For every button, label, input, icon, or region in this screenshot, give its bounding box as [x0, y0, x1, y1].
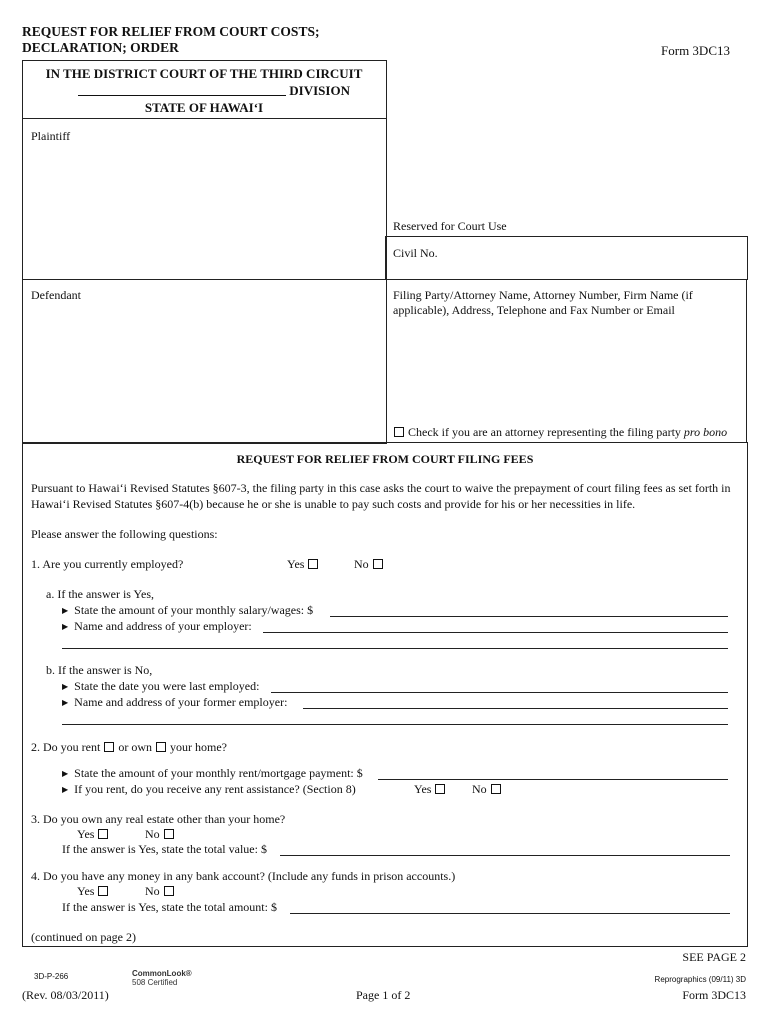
division-label: DIVISION [289, 83, 350, 98]
q1b-former-employer-label: Name and address of your former employer: [74, 695, 288, 709]
civil-no-label: Civil No. [393, 246, 438, 260]
q2-no [472, 782, 502, 797]
court-header [22, 65, 386, 116]
q4-no-label: No [145, 884, 160, 898]
header-divider [22, 118, 386, 119]
form-code: 3D-P-266 [34, 972, 69, 981]
q4-amount-input[interactable] [290, 900, 730, 914]
bullet-icon: ▶ [62, 769, 69, 778]
division-blank[interactable] [78, 84, 286, 96]
q1-yes-checkbox[interactable] [308, 559, 318, 569]
q2-assistance-item [62, 782, 356, 797]
q2-yes-checkbox[interactable] [435, 784, 445, 794]
q1b-former-employer-item [62, 695, 287, 710]
q1b-former-employer-input[interactable] [303, 695, 728, 709]
q1-yes [287, 557, 319, 572]
question-1: 1. Are you currently employed? [31, 557, 184, 571]
plaintiff-label: Plaintiff [31, 129, 71, 143]
q1-no-checkbox[interactable] [373, 559, 383, 569]
logo-line-1: CommonLook® [132, 969, 192, 978]
q1a-salary-item [62, 603, 313, 618]
question-3: 3. Do you own any real estate other than your home? [31, 812, 286, 826]
q4-amount-label: If the answer is Yes, state the total amount: $ [62, 900, 277, 914]
q2-no-checkbox[interactable] [491, 784, 501, 794]
q2-text-2: or own [118, 740, 152, 754]
reserved-label: Reserved for Court Use [393, 219, 507, 233]
continued-note: (continued on page 2) [31, 930, 136, 944]
q4-no [145, 884, 175, 899]
q1a-employer-item [62, 619, 252, 634]
question-2 [31, 740, 227, 755]
q1a-employer-input-2[interactable] [62, 635, 728, 649]
q2-assistance-label: If you rent, do you receive any rent assistance? (Section 8) [74, 782, 356, 796]
bullet-icon: ▶ [62, 622, 69, 631]
q3-yes [77, 827, 109, 842]
q2-text-1: 2. Do you rent [31, 740, 101, 754]
bullet-icon: ▶ [62, 606, 69, 615]
q3-no [145, 827, 175, 842]
filing-party-label: Filing Party/Attorney Name, Attorney Number, Firm Name (if applicable), Address, Telephone and Fax Number or Email [393, 288, 693, 317]
party-divider [22, 279, 386, 280]
state-name: STATE OF HAWAI‘I [144, 100, 264, 115]
instructions-text: Please answer the following questions: [31, 527, 218, 541]
reprographics-note: Reprographics (09/11) 3D [654, 975, 746, 984]
q2-yes [414, 782, 446, 797]
q3-yes-label: Yes [77, 827, 95, 841]
q4-yes [77, 884, 109, 899]
bullet-icon: ▶ [62, 698, 69, 707]
pro-bono-checkbox[interactable] [394, 427, 404, 437]
q1a-employer-input[interactable] [263, 619, 728, 633]
q2-payment-input[interactable] [378, 766, 728, 780]
q2-no-label: No [472, 782, 487, 796]
q1-no [354, 557, 384, 572]
civil-no-box[interactable] [385, 236, 748, 280]
defendant-label: Defendant [31, 288, 81, 302]
q4-yes-label: Yes [77, 884, 95, 898]
division-line [22, 82, 386, 99]
defendant-field[interactable] [23, 305, 385, 440]
footer-form-number: Form 3DC13 [682, 988, 746, 1002]
q1b-date-item [62, 679, 259, 694]
revision-date: (Rev. 08/03/2011) [22, 988, 109, 1002]
q2-own-checkbox[interactable] [156, 742, 166, 752]
q3-yes-checkbox[interactable] [98, 829, 108, 839]
q1a-employer-label: Name and address of your employer: [74, 619, 252, 633]
q3-value-input[interactable] [280, 842, 730, 856]
pro-bono-italic: pro bono [683, 425, 728, 439]
q1a-salary-input[interactable] [330, 603, 728, 617]
form-title [22, 24, 319, 56]
q1b-date-label: State the date you were last employed: [74, 679, 260, 693]
q2-payment-label: State the amount of your monthly rent/mortgage payment: $ [74, 766, 363, 780]
plaintiff-field[interactable] [23, 146, 385, 278]
q4-no-checkbox[interactable] [164, 886, 174, 896]
bullet-icon: ▶ [62, 682, 69, 691]
q1-no-label: No [354, 557, 369, 571]
form-number: Form 3DC13 [661, 43, 730, 58]
q3-no-label: No [145, 827, 160, 841]
q1-yes-label: Yes [287, 557, 305, 571]
logo-line-2: 508 Certified [132, 978, 178, 987]
q2-yes-label: Yes [414, 782, 432, 796]
q2-rent-checkbox[interactable] [104, 742, 114, 752]
q2-payment-item [62, 766, 363, 781]
q1a-salary-label: State the amount of your monthly salary/wages: $ [74, 603, 314, 617]
q1b-label: b. If the answer is No, [46, 663, 153, 677]
section-title: REQUEST FOR RELIEF FROM COURT FILING FEES [236, 452, 534, 466]
commonlook-logo [132, 969, 192, 987]
pro-bono-text: Check if you are an attorney representing the filing party [408, 425, 681, 439]
question-4: 4. Do you have any money in any bank account? (Include any funds in prison accounts.) [31, 869, 456, 883]
bullet-icon: ▶ [62, 785, 69, 794]
page-number: Page 1 of 2 [356, 988, 411, 1002]
q1b-date-input[interactable] [271, 679, 728, 693]
pro-bono-line [393, 425, 727, 440]
intro-paragraph: Pursuant to Hawai‘i Revised Statutes §607-3, the filing party in this case asks the court to waive the prepayment of court filing fees as set forth in Hawai‘i Revised Statutes §607-4(b) because he or she is unable to pay such costs and provide for his or her necessities in life. [31, 481, 731, 511]
see-page-note: SEE PAGE 2 [682, 950, 746, 964]
q2-text-3: your home? [170, 740, 227, 754]
q4-yes-checkbox[interactable] [98, 886, 108, 896]
q1b-former-employer-input-2[interactable] [62, 711, 728, 725]
q3-no-checkbox[interactable] [164, 829, 174, 839]
court-name: IN THE DISTRICT COURT OF THE THIRD CIRCUIT [45, 66, 363, 81]
form-title-line1: REQUEST FOR RELIEF FROM COURT COSTS; [22, 24, 320, 39]
q1a-label: a. If the answer is Yes, [46, 587, 154, 601]
q3-value-label: If the answer is Yes, state the total value: $ [62, 842, 267, 856]
filing-party-field[interactable] [386, 322, 745, 420]
form-title-line2: DECLARATION; ORDER [22, 40, 179, 55]
